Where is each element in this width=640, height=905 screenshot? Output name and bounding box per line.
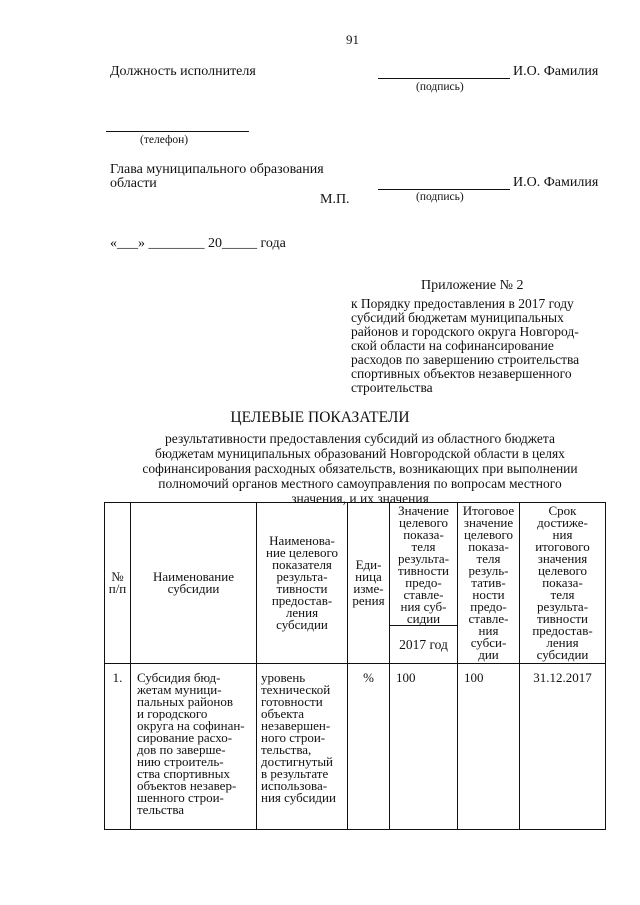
row-total: 100	[458, 664, 520, 830]
row-indicator: уровень технической готовности объекта незавершен- ного строи- тельства, достигнутый в результате использова- ния субсидии	[257, 664, 348, 830]
appendix-line: ской области на софинансирование	[351, 338, 554, 353]
head-signature-line	[378, 189, 510, 190]
head-name: И.О. Фамилия	[513, 175, 599, 190]
date-line: «___» ________ 20_____ года	[110, 236, 286, 251]
appendix-text	[351, 297, 606, 395]
executor-signature-label: (подпись)	[416, 81, 464, 93]
phone-label: (телефон)	[140, 134, 189, 146]
header-indicator: Наименова- ние целевого показателя результа- тивности предостав- ления субсидии	[257, 503, 348, 664]
row-deadline: 31.12.2017	[520, 664, 606, 830]
row-unit: %	[348, 664, 390, 830]
head-title-line1: Глава муниципального образования	[110, 162, 324, 177]
document-subtitle	[110, 431, 610, 506]
phone-line	[106, 131, 249, 132]
header-num: № п/п	[105, 503, 131, 664]
subtitle-line: полномочий органов местного самоуправления по вопросам местного	[158, 476, 562, 491]
header-subsidy: Наименование субсидии	[131, 503, 257, 664]
page-number: 91	[346, 32, 359, 47]
appendix-line: строительства	[351, 380, 433, 395]
subtitle-line: бюджетам муниципальных образований Новгородской области в целях	[155, 446, 565, 461]
appendix-line: спортивных объектов незавершенного	[351, 366, 572, 381]
header-total: Итоговое значение целевого показа- теля резуль- татив- ности предо- ставле- ния субси- дии	[458, 503, 520, 664]
head-signature-label: (подпись)	[416, 191, 464, 203]
row-value: 100	[390, 664, 458, 830]
document-title: ЦЕЛЕВЫЕ ПОКАЗАТЕЛИ	[230, 409, 410, 426]
appendix-line: субсидий бюджетам муниципальных	[351, 310, 564, 325]
table-row	[105, 664, 606, 830]
appendix-line: расходов по завершению строительства	[351, 352, 580, 367]
stamp-label: М.П.	[320, 192, 350, 207]
subtitle-line: софинансирования расходных обязательств, возникающих при выполнении	[142, 461, 578, 476]
head-title-line2: области	[110, 176, 157, 191]
header-year: 2017 год	[390, 626, 458, 664]
executor-signature-line	[378, 78, 510, 79]
appendix-line: к Порядку предоставления в 2017 году	[351, 296, 574, 311]
executor-name: И.О. Фамилия	[513, 64, 599, 79]
subtitle-line: значения, и их значения	[291, 491, 429, 506]
header-deadline: Срок достиже- ния итогового значения целевого показа- теля результа- тивности предостав- ления субсидии	[520, 503, 606, 664]
appendix-line: районов и городского округа Новгород-	[351, 324, 579, 339]
subtitle-line: результативности предоставления субсидий из областного бюджета	[165, 431, 555, 446]
row-num: 1.	[105, 664, 131, 830]
executor-position: Должность исполнителя	[110, 64, 256, 79]
header-unit: Еди- ница изме- рения	[348, 503, 390, 664]
appendix-title: Приложение № 2	[421, 278, 524, 293]
header-value: Значение целевого показа- теля результа- тивности предо- ставле- ния суб- сидии	[390, 503, 458, 626]
row-subsidy: Субсидия бюд- жетам муници- пальных районов и городского округа на софинан- сирование расхо- дов по заверше- нию строитель- ства спортивных объектов незавер- шенного строи- тельства	[131, 664, 257, 830]
indicators-table	[104, 502, 606, 830]
